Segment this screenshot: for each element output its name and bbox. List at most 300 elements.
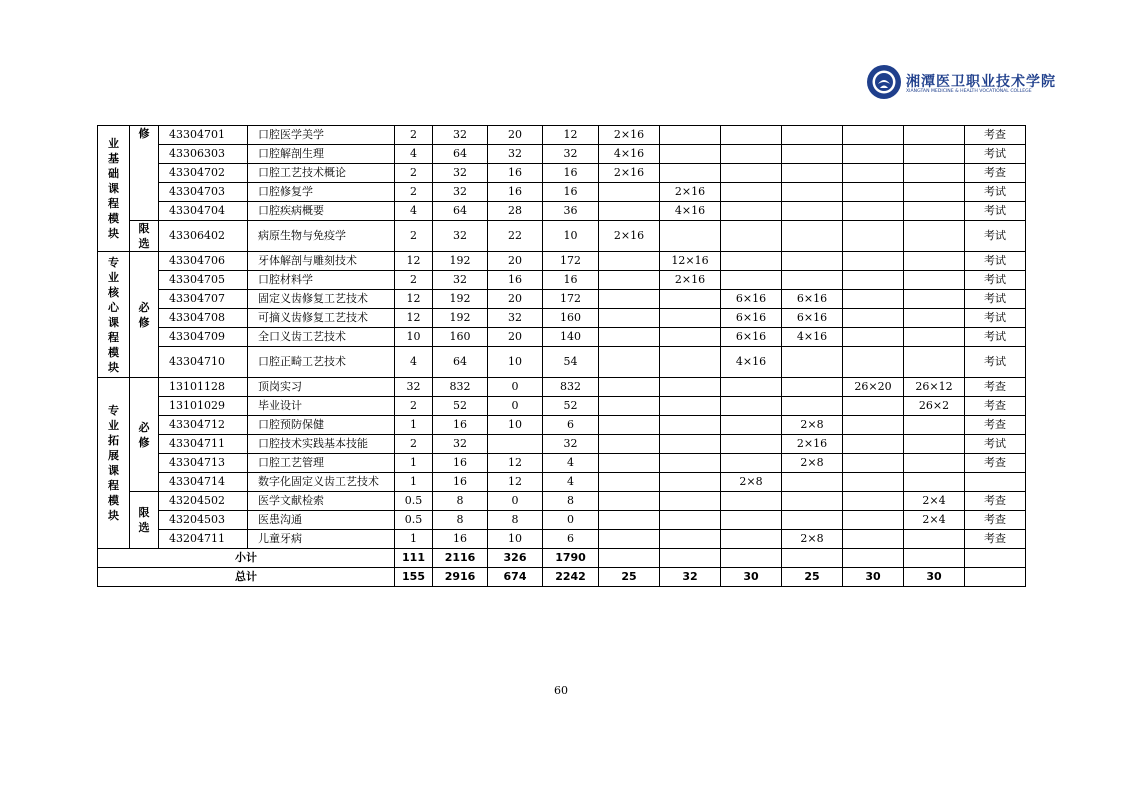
cell-s2: 12×16 xyxy=(660,252,721,271)
total-s1: 25 xyxy=(599,568,660,587)
cell-credit: 4 xyxy=(395,202,433,221)
cell-code: 13101029 xyxy=(159,397,248,416)
total-s6: 30 xyxy=(904,568,965,587)
subtotal-s2 xyxy=(660,549,721,568)
cell-s3 xyxy=(721,511,782,530)
total-credit: 155 xyxy=(395,568,433,587)
cell-name: 医患沟通 xyxy=(248,511,395,530)
college-name-cn: 湘潭医卫职业技术学院 xyxy=(906,74,1056,90)
cell-practice: 16 xyxy=(543,183,599,202)
cell-s3 xyxy=(721,416,782,435)
cell-name: 口腔疾病概要 xyxy=(248,202,395,221)
subtotal-s4 xyxy=(782,549,843,568)
cell-name: 口腔正畸工艺技术 xyxy=(248,347,395,378)
cell-practice: 172 xyxy=(543,290,599,309)
cell-code: 43304712 xyxy=(159,416,248,435)
cell-practice: 32 xyxy=(543,435,599,454)
cell-credit: 0.5 xyxy=(395,492,433,511)
cell-s2: 2×16 xyxy=(660,183,721,202)
cell-s4 xyxy=(782,511,843,530)
subtotal-label: 小计 xyxy=(98,549,395,568)
page-number: 60 xyxy=(554,684,568,697)
cell-s3 xyxy=(721,454,782,473)
total-s3: 30 xyxy=(721,568,782,587)
cell-s6: 2×4 xyxy=(904,511,965,530)
cell-s4 xyxy=(782,221,843,252)
cell-s2 xyxy=(660,126,721,145)
table-row xyxy=(98,347,1026,378)
cell-s5 xyxy=(843,328,904,347)
cell-s5 xyxy=(843,252,904,271)
cell-s2: 2×16 xyxy=(660,271,721,290)
cell-s3 xyxy=(721,221,782,252)
cell-theory: 22 xyxy=(488,221,543,252)
cell-theory: 10 xyxy=(488,530,543,549)
cell-s6: 2×4 xyxy=(904,492,965,511)
cell-total: 32 xyxy=(433,435,488,454)
cell-assess: 考试 xyxy=(965,252,1026,271)
cell-s1 xyxy=(599,252,660,271)
cell-total: 32 xyxy=(433,126,488,145)
cell-s2 xyxy=(660,164,721,183)
cell-practice: 4 xyxy=(543,473,599,492)
cell-name: 数字化固定义齿工艺技术 xyxy=(248,473,395,492)
cell-theory: 0 xyxy=(488,378,543,397)
cell-s6 xyxy=(904,202,965,221)
cell-s1 xyxy=(599,378,660,397)
cell-total: 32 xyxy=(433,183,488,202)
cell-credit: 2 xyxy=(395,221,433,252)
cell-s5: 26×20 xyxy=(843,378,904,397)
cell-s6 xyxy=(904,290,965,309)
cell-s2 xyxy=(660,290,721,309)
cell-s6 xyxy=(904,416,965,435)
cell-s4 xyxy=(782,183,843,202)
cell-name: 口腔工艺管理 xyxy=(248,454,395,473)
cell-s4 xyxy=(782,202,843,221)
cell-theory: 20 xyxy=(488,126,543,145)
cell-credit: 32 xyxy=(395,378,433,397)
cell-total: 32 xyxy=(433,271,488,290)
cell-credit: 4 xyxy=(395,145,433,164)
cell-total: 16 xyxy=(433,530,488,549)
cell-code: 43304714 xyxy=(159,473,248,492)
cell-s3 xyxy=(721,378,782,397)
subtotal-s6 xyxy=(904,549,965,568)
cell-theory: 10 xyxy=(488,416,543,435)
cell-s4 xyxy=(782,397,843,416)
college-logo xyxy=(866,64,1056,104)
college-emblem-icon xyxy=(866,64,902,100)
cell-theory: 32 xyxy=(488,309,543,328)
cell-name: 口腔修复学 xyxy=(248,183,395,202)
table-row xyxy=(98,309,1026,328)
total-practice: 2242 xyxy=(543,568,599,587)
cell-name: 固定义齿修复工艺技术 xyxy=(248,290,395,309)
cell-s1 xyxy=(599,271,660,290)
cell-theory: 8 xyxy=(488,511,543,530)
cell-name: 口腔解剖生理 xyxy=(248,145,395,164)
cell-theory: 16 xyxy=(488,183,543,202)
cell-s1 xyxy=(599,435,660,454)
cell-assess: 考查 xyxy=(965,492,1026,511)
cell-s6: 26×2 xyxy=(904,397,965,416)
cell-code: 43304702 xyxy=(159,164,248,183)
cell-s3 xyxy=(721,164,782,183)
cell-code: 43304713 xyxy=(159,454,248,473)
cell-s5 xyxy=(843,530,904,549)
cell-s5 xyxy=(843,454,904,473)
cell-s1 xyxy=(599,183,660,202)
cell-practice: 36 xyxy=(543,202,599,221)
cell-theory: 0 xyxy=(488,492,543,511)
cell-total: 192 xyxy=(433,252,488,271)
cell-theory: 12 xyxy=(488,454,543,473)
cell-s6 xyxy=(904,530,965,549)
total-s2: 32 xyxy=(660,568,721,587)
cell-practice: 4 xyxy=(543,454,599,473)
cell-code: 43304711 xyxy=(159,435,248,454)
cell-s3 xyxy=(721,530,782,549)
cell-total: 64 xyxy=(433,347,488,378)
cell-name: 顶岗实习 xyxy=(248,378,395,397)
cell-s4 xyxy=(782,271,843,290)
cell-assess: 考查 xyxy=(965,416,1026,435)
cell-s4 xyxy=(782,164,843,183)
cell-s5 xyxy=(843,164,904,183)
subtotal-s1 xyxy=(599,549,660,568)
table-row xyxy=(98,164,1026,183)
cell-s3: 6×16 xyxy=(721,290,782,309)
module-label: 专业核心课程模块 xyxy=(98,252,130,378)
cell-practice: 16 xyxy=(543,271,599,290)
cell-s1 xyxy=(599,290,660,309)
cell-practice: 52 xyxy=(543,397,599,416)
cell-s2 xyxy=(660,397,721,416)
cell-s4 xyxy=(782,473,843,492)
table-row xyxy=(98,397,1026,416)
cell-total: 32 xyxy=(433,164,488,183)
cell-s2 xyxy=(660,328,721,347)
cell-credit: 2 xyxy=(395,435,433,454)
cell-s2 xyxy=(660,347,721,378)
cell-s2: 4×16 xyxy=(660,202,721,221)
total-label: 总计 xyxy=(98,568,395,587)
cell-name: 可摘义齿修复工艺技术 xyxy=(248,309,395,328)
cell-s5 xyxy=(843,347,904,378)
cell-s1 xyxy=(599,416,660,435)
cell-s5 xyxy=(843,473,904,492)
table-row xyxy=(98,202,1026,221)
cell-code: 43304701 xyxy=(159,126,248,145)
cell-practice: 172 xyxy=(543,252,599,271)
cell-s5 xyxy=(843,416,904,435)
cell-s1: 2×16 xyxy=(599,126,660,145)
table-row xyxy=(98,473,1026,492)
cell-s4 xyxy=(782,347,843,378)
cell-s2 xyxy=(660,511,721,530)
cell-s2 xyxy=(660,473,721,492)
cell-practice: 160 xyxy=(543,309,599,328)
cell-credit: 12 xyxy=(395,252,433,271)
cell-s5 xyxy=(843,290,904,309)
cell-s5 xyxy=(843,183,904,202)
table-row xyxy=(98,221,1026,252)
cell-total: 52 xyxy=(433,397,488,416)
cell-code: 43204711 xyxy=(159,530,248,549)
cell-s6 xyxy=(904,473,965,492)
cell-s6 xyxy=(904,145,965,164)
subtotal-theory: 326 xyxy=(488,549,543,568)
cell-s4 xyxy=(782,492,843,511)
cell-s3 xyxy=(721,145,782,164)
cell-name: 口腔技术实践基本技能 xyxy=(248,435,395,454)
cell-practice: 16 xyxy=(543,164,599,183)
subtotal-credit: 111 xyxy=(395,549,433,568)
cell-practice: 832 xyxy=(543,378,599,397)
module-label: 业基础课程模块 xyxy=(98,126,130,252)
cell-total: 8 xyxy=(433,511,488,530)
table-row xyxy=(98,328,1026,347)
cell-total: 16 xyxy=(433,454,488,473)
cell-name: 全口义齿工艺技术 xyxy=(248,328,395,347)
cell-name: 毕业设计 xyxy=(248,397,395,416)
cell-assess: 考查 xyxy=(965,530,1026,549)
cell-credit: 2 xyxy=(395,397,433,416)
cell-assess: 考试 xyxy=(965,347,1026,378)
cell-s6 xyxy=(904,309,965,328)
cell-s3 xyxy=(721,271,782,290)
cell-s1 xyxy=(599,530,660,549)
table-row xyxy=(98,511,1026,530)
cell-code: 43304709 xyxy=(159,328,248,347)
total-row xyxy=(98,568,1026,587)
cell-credit: 4 xyxy=(395,347,433,378)
cell-code: 43306303 xyxy=(159,145,248,164)
course-type-label: 必修 xyxy=(130,378,159,492)
cell-s3 xyxy=(721,126,782,145)
table-row xyxy=(98,378,1026,397)
cell-total: 64 xyxy=(433,145,488,164)
cell-assess: 考试 xyxy=(965,145,1026,164)
cell-s5 xyxy=(843,271,904,290)
cell-s3: 4×16 xyxy=(721,347,782,378)
cell-s2 xyxy=(660,454,721,473)
cell-s4: 2×8 xyxy=(782,416,843,435)
cell-assess: 考试 xyxy=(965,183,1026,202)
cell-s3 xyxy=(721,202,782,221)
cell-s6 xyxy=(904,252,965,271)
college-name-en: XIANGTAN MEDICINE & HEALTH VOCATIONAL COLLEGE xyxy=(906,89,1032,94)
cell-theory: 20 xyxy=(488,252,543,271)
cell-s6: 26×12 xyxy=(904,378,965,397)
cell-s5 xyxy=(843,126,904,145)
cell-s3 xyxy=(721,183,782,202)
cell-s2 xyxy=(660,309,721,328)
cell-s4: 2×8 xyxy=(782,454,843,473)
cell-s6 xyxy=(904,221,965,252)
cell-code: 43304703 xyxy=(159,183,248,202)
cell-s3 xyxy=(721,397,782,416)
subtotal-total: 2116 xyxy=(433,549,488,568)
cell-s2 xyxy=(660,145,721,164)
cell-s1 xyxy=(599,511,660,530)
cell-s4: 2×8 xyxy=(782,530,843,549)
cell-s6 xyxy=(904,271,965,290)
cell-s4: 2×16 xyxy=(782,435,843,454)
cell-s1 xyxy=(599,309,660,328)
cell-name: 儿童牙病 xyxy=(248,530,395,549)
cell-name: 口腔材料学 xyxy=(248,271,395,290)
cell-s3 xyxy=(721,492,782,511)
cell-s6 xyxy=(904,164,965,183)
cell-practice: 12 xyxy=(543,126,599,145)
total-s4: 25 xyxy=(782,568,843,587)
cell-credit: 0.5 xyxy=(395,511,433,530)
cell-credit: 12 xyxy=(395,290,433,309)
cell-code: 13101128 xyxy=(159,378,248,397)
cell-credit: 1 xyxy=(395,473,433,492)
table-row xyxy=(98,454,1026,473)
cell-code: 43304710 xyxy=(159,347,248,378)
cell-name: 口腔预防保健 xyxy=(248,416,395,435)
course-type-label: 必修 xyxy=(130,252,159,378)
cell-s6 xyxy=(904,183,965,202)
cell-practice: 0 xyxy=(543,511,599,530)
cell-credit: 10 xyxy=(395,328,433,347)
cell-s6 xyxy=(904,435,965,454)
cell-name: 病原生物与免疫学 xyxy=(248,221,395,252)
cell-assess: 考试 xyxy=(965,435,1026,454)
cell-s3: 6×16 xyxy=(721,328,782,347)
cell-s1 xyxy=(599,347,660,378)
cell-s5 xyxy=(843,435,904,454)
cell-assess: 考试 xyxy=(965,309,1026,328)
cell-credit: 2 xyxy=(395,126,433,145)
cell-theory: 16 xyxy=(488,271,543,290)
cell-s1 xyxy=(599,454,660,473)
cell-total: 192 xyxy=(433,290,488,309)
cell-practice: 8 xyxy=(543,492,599,511)
cell-s4: 4×16 xyxy=(782,328,843,347)
cell-practice: 54 xyxy=(543,347,599,378)
cell-assess: 考试 xyxy=(965,271,1026,290)
total-total: 2916 xyxy=(433,568,488,587)
cell-s1: 2×16 xyxy=(599,221,660,252)
cell-credit: 2 xyxy=(395,164,433,183)
table-row xyxy=(98,530,1026,549)
cell-credit: 12 xyxy=(395,309,433,328)
cell-s2 xyxy=(660,221,721,252)
cell-s3 xyxy=(721,435,782,454)
cell-s4 xyxy=(782,378,843,397)
cell-s3: 2×8 xyxy=(721,473,782,492)
subtotal-practice: 1790 xyxy=(543,549,599,568)
cell-code: 43304704 xyxy=(159,202,248,221)
cell-credit: 2 xyxy=(395,183,433,202)
cell-s5 xyxy=(843,492,904,511)
cell-theory: 0 xyxy=(488,397,543,416)
subtotal-row xyxy=(98,549,1026,568)
cell-assess: 考查 xyxy=(965,378,1026,397)
course-type-label: 修 xyxy=(130,126,159,221)
course-type-label: 限选 xyxy=(130,492,159,549)
cell-s6 xyxy=(904,454,965,473)
cell-total: 832 xyxy=(433,378,488,397)
table-row xyxy=(98,416,1026,435)
table-row xyxy=(98,435,1026,454)
cell-theory: 16 xyxy=(488,164,543,183)
cell-theory: 28 xyxy=(488,202,543,221)
cell-name: 口腔医学美学 xyxy=(248,126,395,145)
cell-total: 32 xyxy=(433,221,488,252)
cell-assess: 考试 xyxy=(965,202,1026,221)
cell-credit: 2 xyxy=(395,271,433,290)
cell-s4: 6×16 xyxy=(782,309,843,328)
total-assess xyxy=(965,568,1026,587)
cell-s2 xyxy=(660,378,721,397)
cell-theory: 10 xyxy=(488,347,543,378)
cell-assess: 考试 xyxy=(965,328,1026,347)
cell-s1 xyxy=(599,202,660,221)
cell-s1: 2×16 xyxy=(599,164,660,183)
cell-practice: 6 xyxy=(543,416,599,435)
cell-name: 口腔工艺技术概论 xyxy=(248,164,395,183)
cell-s1 xyxy=(599,328,660,347)
cell-s2 xyxy=(660,530,721,549)
cell-theory: 20 xyxy=(488,290,543,309)
subtotal-assess xyxy=(965,549,1026,568)
cell-code: 43204503 xyxy=(159,511,248,530)
cell-theory: 20 xyxy=(488,328,543,347)
cell-assess: 考试 xyxy=(965,221,1026,252)
cell-s6 xyxy=(904,328,965,347)
cell-credit: 1 xyxy=(395,530,433,549)
cell-practice: 140 xyxy=(543,328,599,347)
cell-s5 xyxy=(843,511,904,530)
cell-s5 xyxy=(843,397,904,416)
cell-s2 xyxy=(660,492,721,511)
cell-s6 xyxy=(904,347,965,378)
cell-total: 64 xyxy=(433,202,488,221)
cell-s4 xyxy=(782,126,843,145)
curriculum-table xyxy=(97,125,1026,587)
cell-credit: 1 xyxy=(395,416,433,435)
cell-s3: 6×16 xyxy=(721,309,782,328)
cell-name: 牙体解剖与雕刻技术 xyxy=(248,252,395,271)
cell-s4 xyxy=(782,252,843,271)
table-row xyxy=(98,252,1026,271)
cell-theory xyxy=(488,435,543,454)
cell-s4 xyxy=(782,145,843,164)
cell-s5 xyxy=(843,309,904,328)
table-row xyxy=(98,183,1026,202)
cell-practice: 10 xyxy=(543,221,599,252)
cell-assess xyxy=(965,473,1026,492)
cell-total: 160 xyxy=(433,328,488,347)
table-row xyxy=(98,271,1026,290)
table-row xyxy=(98,290,1026,309)
cell-assess: 考查 xyxy=(965,454,1026,473)
cell-theory: 12 xyxy=(488,473,543,492)
course-type-label: 限选 xyxy=(130,221,159,252)
subtotal-s5 xyxy=(843,549,904,568)
cell-s6 xyxy=(904,126,965,145)
cell-total: 16 xyxy=(433,416,488,435)
cell-s2 xyxy=(660,416,721,435)
cell-assess: 考试 xyxy=(965,290,1026,309)
table-row xyxy=(98,126,1026,145)
